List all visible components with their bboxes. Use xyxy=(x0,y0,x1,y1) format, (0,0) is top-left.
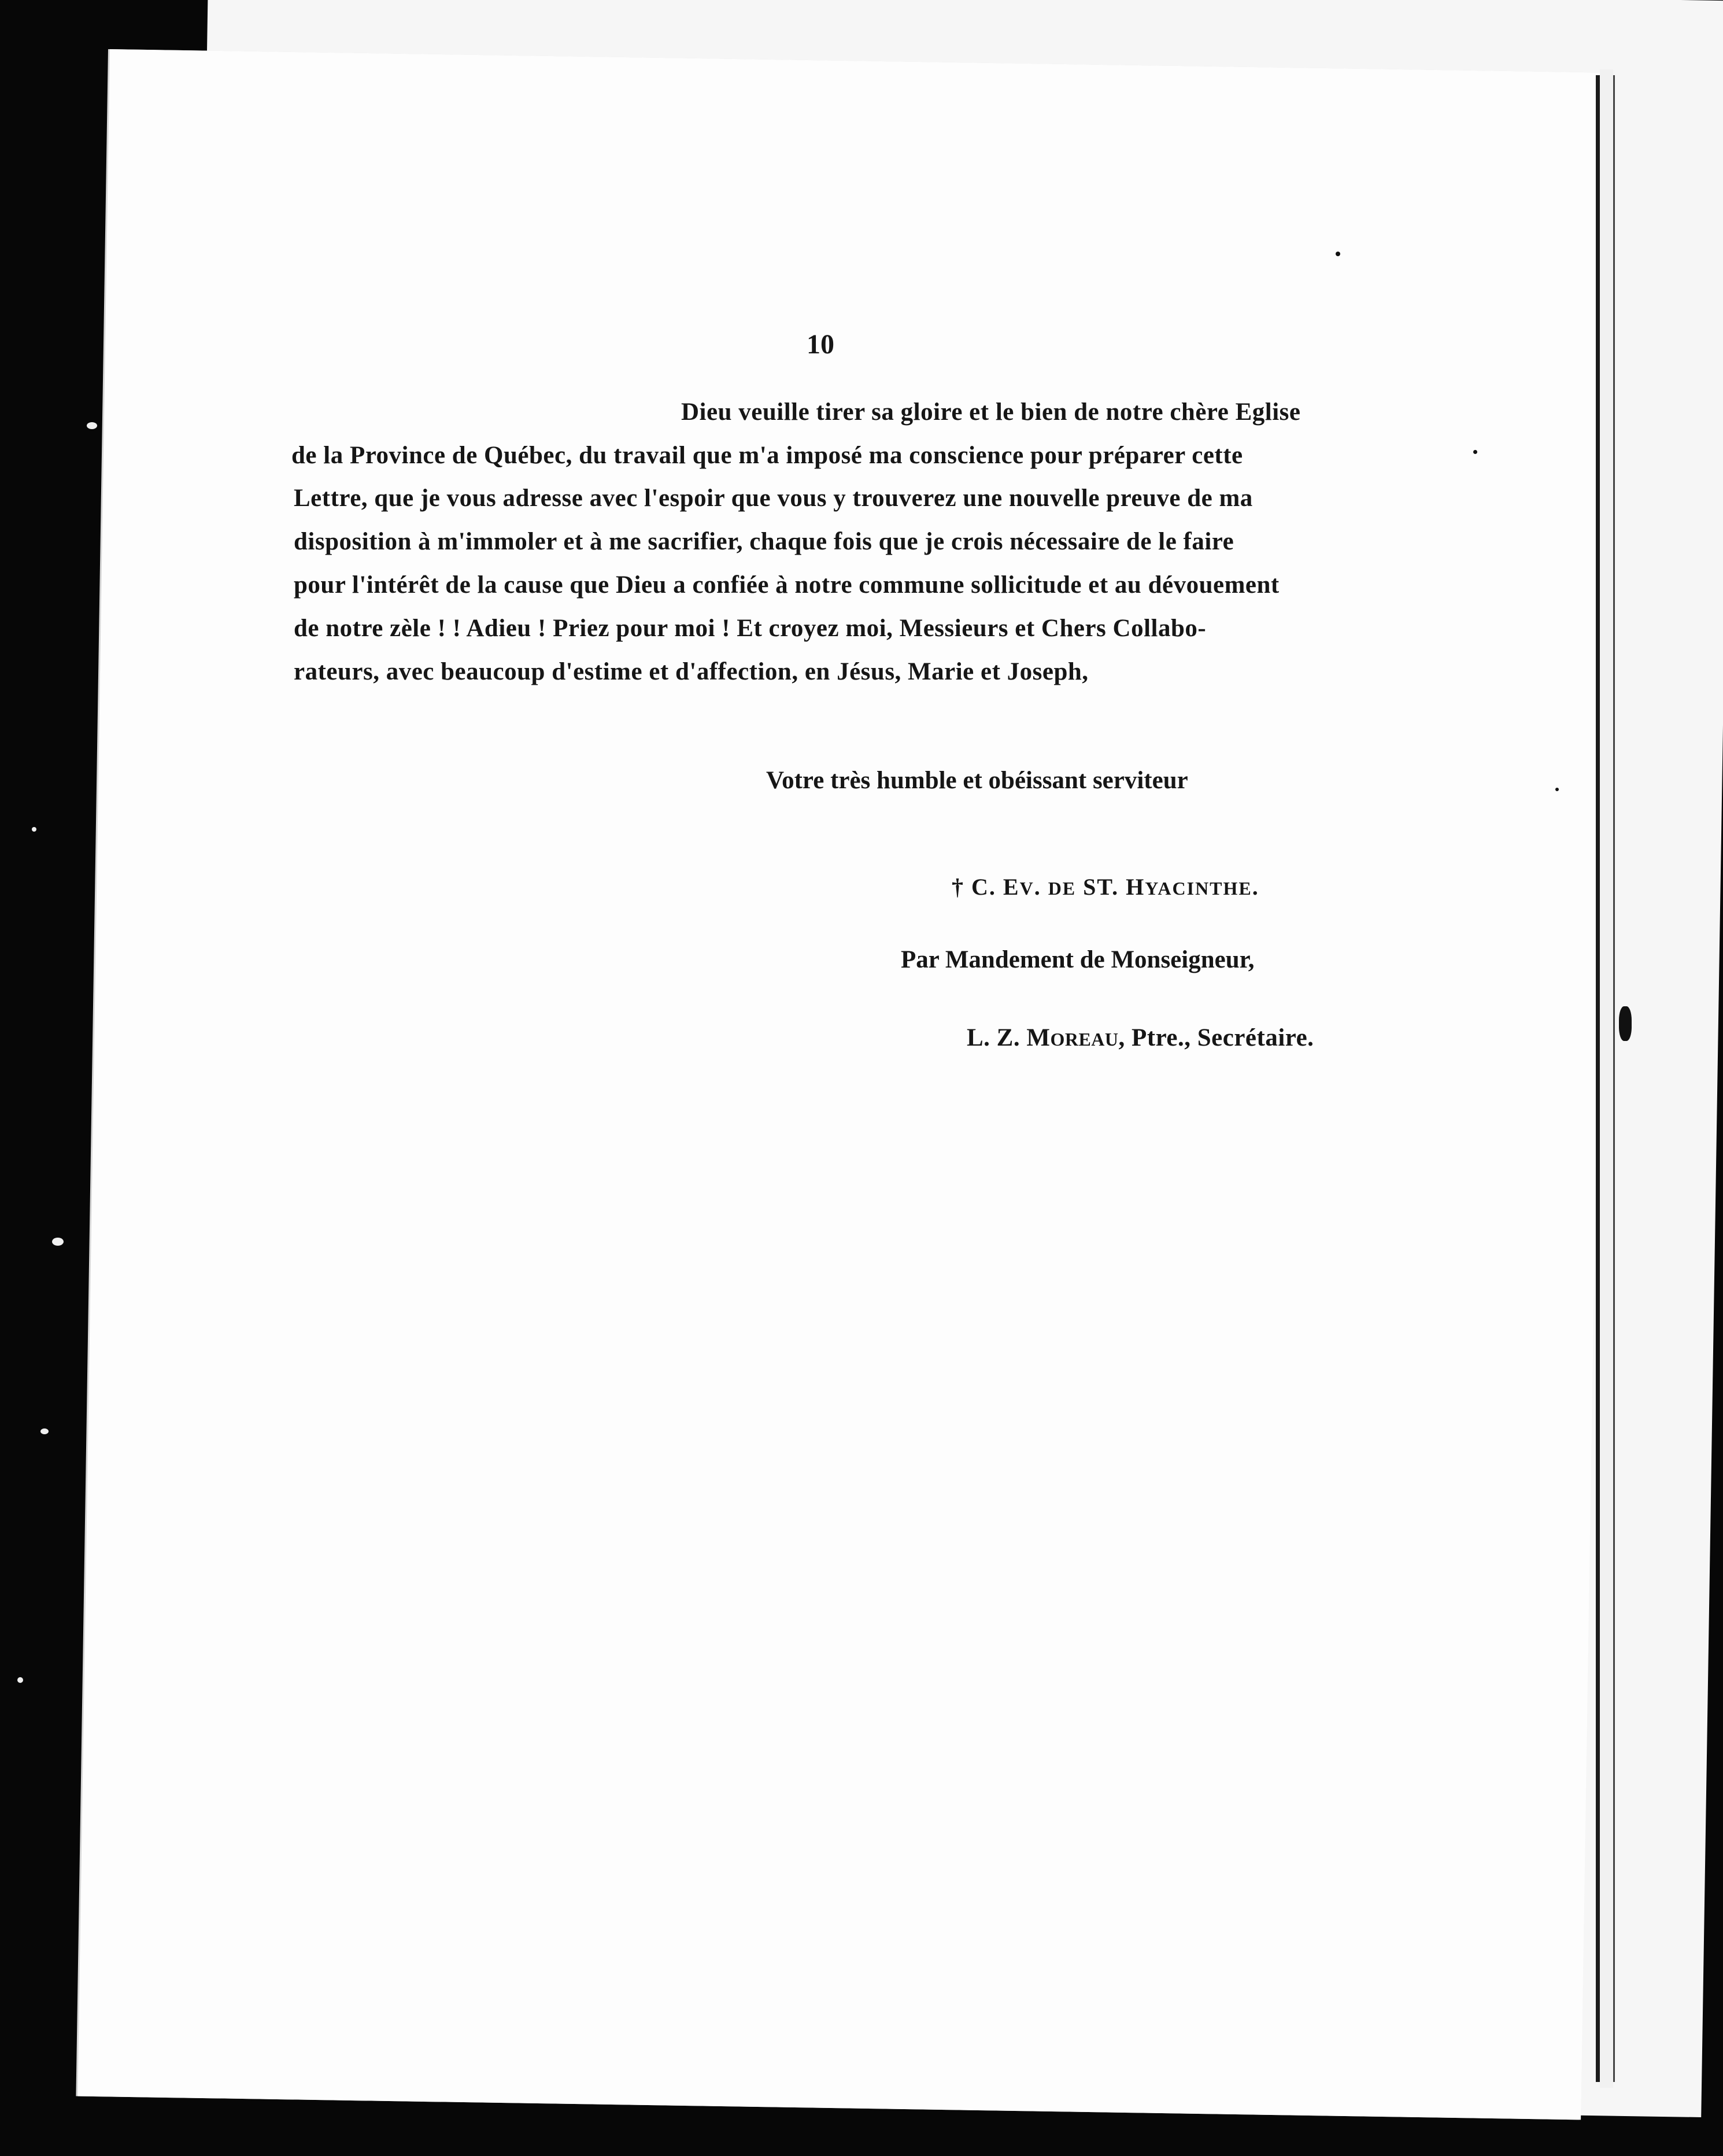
signature-place: ST. H xyxy=(1076,874,1145,900)
secretary-title: , Ptre., Secrétaire. xyxy=(1118,1024,1314,1051)
scan-speck xyxy=(17,1677,23,1683)
signature-end: . xyxy=(1252,874,1259,900)
signature-small-caps: DE xyxy=(1048,878,1077,899)
scan-speck xyxy=(52,1238,64,1246)
scan-speck xyxy=(40,1428,49,1434)
secretary-initials: L. Z. M xyxy=(967,1024,1051,1051)
bishop-signature xyxy=(952,873,1259,900)
letter-closing: Votre très humble et obéissant serviteur xyxy=(766,767,1188,794)
signature-initial: C. E xyxy=(971,874,1020,900)
mandement-line: Par Mandement de Monseigneur, xyxy=(901,946,1255,973)
ink-blot xyxy=(1619,1006,1632,1041)
signature-cross: † xyxy=(952,874,964,900)
page-fold-line xyxy=(1596,75,1600,2082)
ink-dot xyxy=(1473,450,1477,454)
ink-dot xyxy=(1336,252,1340,256)
scan-speck xyxy=(32,827,36,832)
signature-small-caps: V xyxy=(1019,878,1034,899)
signature-small-caps: YACINTHE xyxy=(1145,878,1252,899)
secretary-small-caps: OREAU xyxy=(1050,1029,1119,1050)
ink-dot xyxy=(1555,788,1559,791)
document-page xyxy=(77,49,1613,2120)
signature-separator: . xyxy=(1034,874,1048,900)
letter-line-6: de notre zèle ! ! Adieu ! Priez pour moi ! Et croyez moi, Messieurs et Chers Collabo- xyxy=(294,615,1207,642)
letter-line-5: pour l'intérêt de la cause que Dieu a confiée à notre commune sollicitude et au dévouement xyxy=(294,571,1280,599)
letter-line-3: Lettre, que je vous adresse avec l'espoir que vous y trouverez une nouvelle preuve de ma xyxy=(294,485,1253,512)
page-edge-strip xyxy=(1600,69,1613,2088)
letter-line-2: de la Province de Québec, du travail que m'a imposé ma conscience pour préparer cette xyxy=(291,442,1243,469)
page-number: 10 xyxy=(807,329,834,360)
scan-speck xyxy=(87,422,97,429)
letter-line-4: disposition à m'immoler et à me sacrifier, chaque fois que je crois nécessaire de le faire xyxy=(294,528,1234,555)
letter-line-7: rateurs, avec beaucoup d'estime et d'affection, en Jésus, Marie et Joseph, xyxy=(294,658,1089,685)
page-fold-line-secondary xyxy=(1613,75,1615,2082)
secretary-signature xyxy=(967,1024,1314,1052)
letter-line-1: Dieu veuille tirer sa gloire et le bien de notre chère Eglise xyxy=(681,398,1301,426)
